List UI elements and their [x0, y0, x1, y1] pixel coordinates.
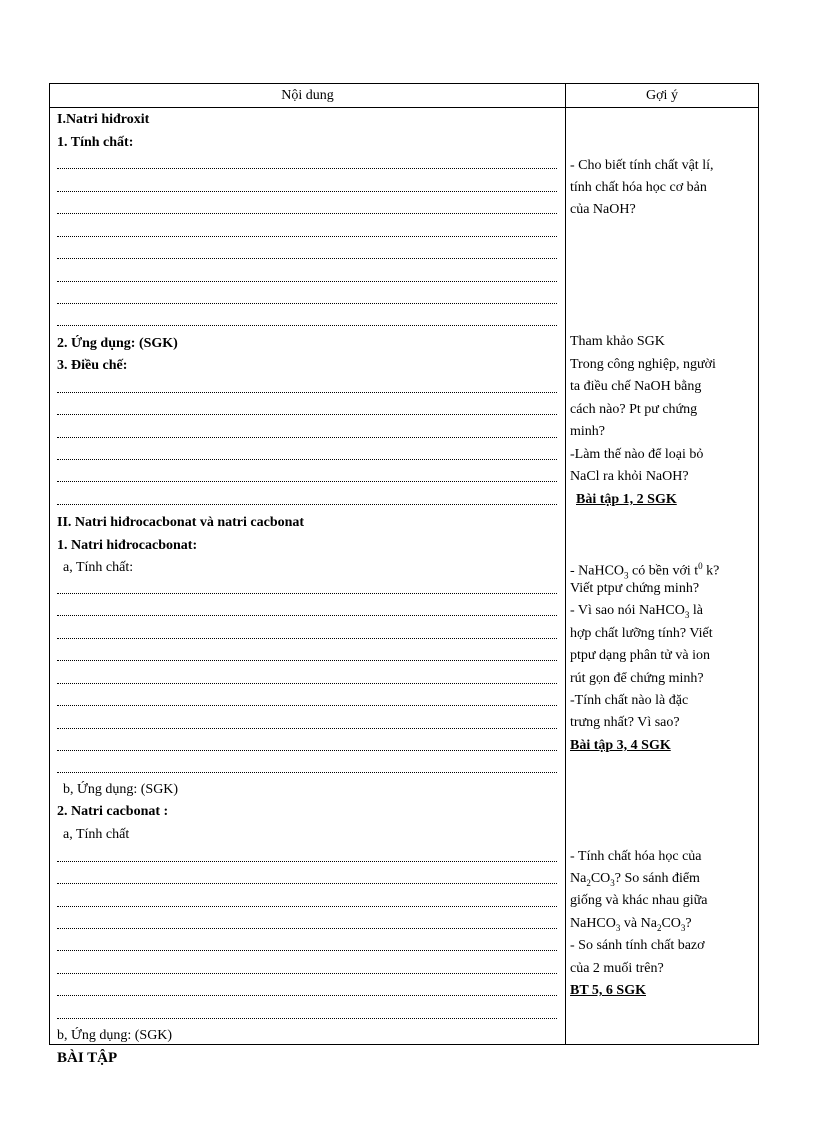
hint-bicarb-2: Viết ptpư chứng minh?	[570, 581, 700, 596]
hint-prep-6: -Làm thế nào để loại bỏ	[570, 447, 704, 462]
exercise-ref-3: BT 5, 6 SGK	[570, 983, 646, 998]
answer-line	[57, 325, 557, 326]
answer-line	[57, 258, 557, 259]
section-1-title: I.Natri hiđroxit	[57, 112, 150, 127]
hint-carb-6: của 2 muối trên?	[570, 961, 664, 976]
hint-bicarb-4: hợp chất lưỡng tính? Viết	[570, 626, 713, 641]
answer-line	[57, 772, 557, 773]
answer-line	[57, 615, 557, 616]
hint-bicarb-8: trưng nhất? Vì sao?	[570, 715, 680, 730]
answer-line	[57, 973, 557, 974]
hint-bicarb-6: rút gọn để chứng minh?	[570, 671, 704, 686]
section-2-carbonate: 2. Natri cacbonat :	[57, 804, 169, 819]
answer-line	[57, 191, 557, 192]
section-1-applications: 2. Ứng dụng: (SGK)	[57, 336, 178, 351]
hint-prep-3: ta điều chế NaOH bằng	[570, 379, 702, 394]
answer-line	[57, 995, 557, 996]
section-1-properties: 1. Tính chất:	[57, 135, 134, 150]
answer-line	[57, 481, 557, 482]
answer-line	[57, 883, 557, 884]
hint-carb-4: NaHCO$_3$ và $Na_2CO_3$?	[570, 916, 692, 933]
answer-line	[57, 728, 557, 729]
hint-prep-1: Tham khảo SGK	[570, 334, 665, 349]
answer-line	[57, 281, 557, 282]
answer-line	[57, 660, 557, 661]
exercises-heading: BÀI TẬP	[57, 1050, 118, 1066]
header-content: Nội dung	[281, 88, 334, 103]
hint-bicarb-1: - NaHCO$_3$ có bền với $t^0$ k?	[570, 561, 720, 581]
answer-line	[57, 236, 557, 237]
hint-naoh-2: tính chất hóa học cơ bản	[570, 180, 707, 195]
hint-bicarb-7: -Tính chất nào là đặc	[570, 693, 689, 708]
answer-line	[57, 392, 557, 393]
exercise-ref-2: Bài tập 3, 4 SGK	[570, 738, 671, 753]
column-divider	[565, 84, 566, 1044]
hint-prep-7: NaCl ra khỏi NaOH?	[570, 469, 689, 484]
hint-naoh-1: - Cho biết tính chất vật lí,	[570, 158, 714, 173]
hint-carb-2: $Na_2CO_3$? So sánh điểm	[570, 871, 700, 888]
answer-line	[57, 906, 557, 907]
section-2-title: II. Natri hiđrocacbonat và natri cacbonat	[57, 515, 305, 530]
answer-line	[57, 950, 557, 951]
hint-carb-3: giống và khác nhau giữa	[570, 893, 708, 908]
hint-carb-1: - Tính chất hóa học của	[570, 849, 702, 864]
answer-line	[57, 414, 557, 415]
hint-naoh-3: của NaOH?	[570, 202, 636, 217]
section-2-bicarbonate-properties: a, Tính chất:	[63, 560, 134, 575]
answer-line	[57, 928, 557, 929]
hint-prep-5: minh?	[570, 424, 605, 439]
answer-line	[57, 750, 557, 751]
answer-line	[57, 683, 557, 684]
section-2-bicarbonate: 1. Natri hiđrocacbonat:	[57, 538, 198, 553]
answer-line	[57, 593, 557, 594]
section-2-carbonate-applications: b, Ứng dụng: (SGK)	[57, 1028, 173, 1043]
answer-line	[57, 213, 557, 214]
section-1-preparation: 3. Điều chế:	[57, 358, 128, 373]
answer-line	[57, 705, 557, 706]
worksheet-table	[49, 83, 759, 1045]
exercise-ref-1: Bài tập 1, 2 SGK	[576, 492, 677, 507]
hint-bicarb-5: ptpư dạng phân tử và ion	[570, 648, 710, 663]
hint-prep-2: Trong công nghiệp, người	[570, 357, 716, 372]
section-2-bicarbonate-applications: b, Ứng dụng: (SGK)	[63, 782, 179, 797]
hint-bicarb-3: - Vì sao nói NaHCO$_3$ là	[570, 603, 703, 620]
answer-line	[57, 504, 557, 505]
answer-line	[57, 168, 557, 169]
answer-line	[57, 437, 557, 438]
header-divider	[50, 107, 758, 108]
answer-line	[57, 303, 557, 304]
answer-line	[57, 861, 557, 862]
hint-prep-4: cách nào? Pt pư chứng	[570, 402, 698, 417]
answer-line	[57, 638, 557, 639]
hint-carb-5: - So sánh tính chất bazơ	[570, 938, 705, 953]
header-hint: Gợi ý	[646, 88, 678, 103]
section-2-carbonate-properties: a, Tính chất	[63, 827, 130, 842]
answer-line	[57, 459, 557, 460]
answer-line	[57, 1018, 557, 1019]
